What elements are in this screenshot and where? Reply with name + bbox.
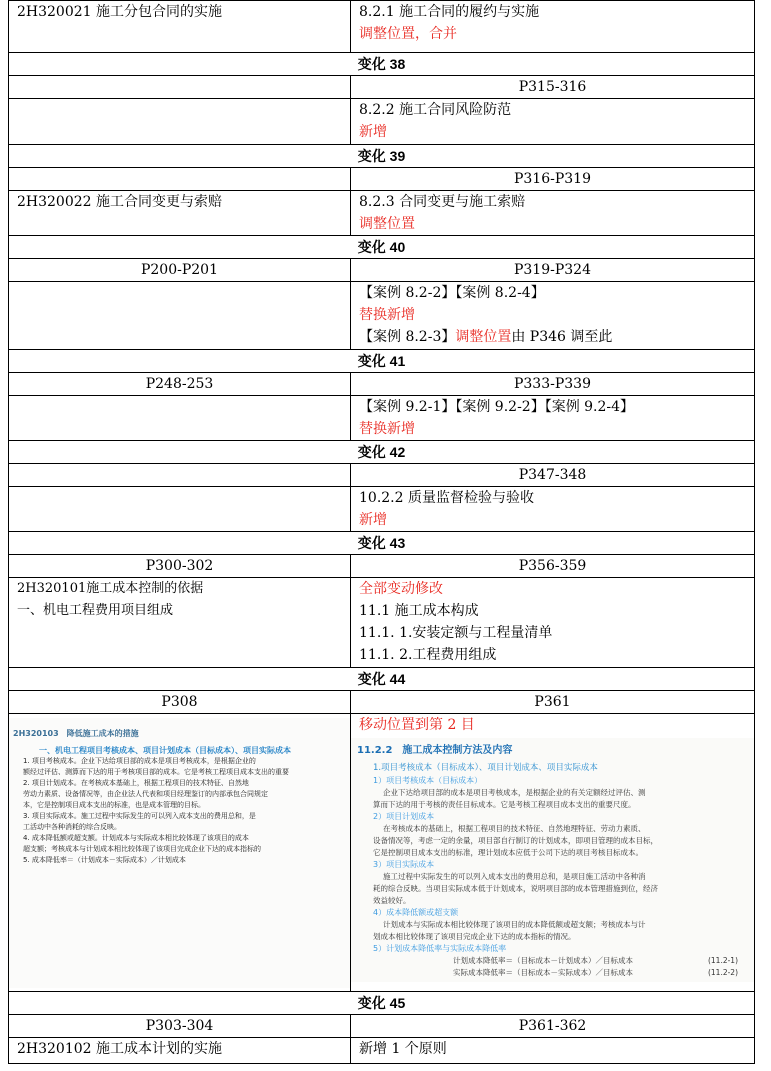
table-cell (351, 487, 755, 532)
new-page-cell: P319-P324 (351, 259, 755, 282)
table-cell (351, 191, 755, 236)
table-cell (9, 396, 351, 441)
formula-text: 计划成本降低率＝（目标成本－计划成本）／目标成本 (453, 956, 633, 965)
scan-line: 在考核成本的基础上，根据工程项目的技术特征、自然地理特征、劳动力素质、 (383, 824, 646, 833)
table-cell (9, 282, 351, 350)
old-section-title: 2H320021 施工分包合同的实施 (17, 4, 223, 20)
change-header: 变化 41 (9, 350, 755, 373)
page-row (9, 555, 755, 578)
new-page-cell: P356-359 (351, 555, 755, 578)
scan-heading: 一、机电工程项目考核成本、项目计划成本（目标成本）、项目实际成本 (39, 746, 291, 755)
scan-line: 额经过评估、测算而下达的用于考核项目部的成本。它是考核工程项目成本支出的重要 (23, 768, 289, 776)
old-page-cell: P300-302 (9, 555, 351, 578)
change-header: 变化 42 (9, 441, 755, 464)
change-note: 调整位置，合并 (359, 26, 457, 42)
new-section-title: 11.1 施工成本构成 (359, 603, 479, 619)
table-cell (351, 282, 755, 350)
change-header-row (9, 350, 755, 373)
formula-number: (11.2-1) (707, 956, 738, 965)
old-book-scan (9, 718, 350, 988)
case-label: 【案例 8.2-3】 (359, 329, 456, 345)
scan-line: 本，它是控制项目成本支出的标准，也是成本管理的目标。 (23, 801, 205, 809)
scan-subheading: 5）计划成本降低率与实际成本降低率 (373, 944, 507, 953)
page-row (9, 691, 755, 714)
scan-subheading: 4）成本降低额或超支额 (373, 908, 459, 917)
change-note: 新增 (359, 512, 387, 528)
change-header: 变化 43 (9, 532, 755, 555)
new-page-cell: P316-P319 (351, 168, 755, 191)
change-header-row (9, 236, 755, 259)
old-page-cell (9, 76, 351, 99)
table-row (9, 1038, 755, 1064)
new-page-cell: P315-316 (351, 76, 755, 99)
change-header-row (9, 53, 755, 76)
new-section-title: 8.2.3 合同变更与施工索赔 (359, 194, 526, 210)
change-note: 调整位置 (359, 216, 415, 232)
change-description: 新增 1 个原则 (359, 1041, 447, 1057)
old-page-cell: P200-P201 (9, 259, 351, 282)
new-section-title: 10.2.2 质量监督检验与验收 (359, 490, 534, 506)
old-section-title: 2H320102 施工成本计划的实施 (17, 1041, 223, 1057)
scan-line: 计划成本与实际成本相比较体现了该项目的成本降低额或超支额；考核成本与计 (383, 920, 646, 929)
change-header-row (9, 668, 755, 691)
new-page-cell: P361-362 (351, 1015, 755, 1038)
old-page-cell: P308 (9, 691, 351, 714)
page-row (9, 76, 755, 99)
new-page-cell: P347-348 (351, 464, 755, 487)
change-note: 替换新增 (359, 421, 415, 437)
scan-section-code: 2H320103 降低施工成本的措施 (13, 729, 139, 738)
page-row (9, 464, 755, 487)
scan-line: 5. 成本降低率＝（计划成本－实际成本）／计划成本 (23, 856, 186, 864)
table-cell (9, 1038, 351, 1064)
old-subsection-title: 一、机电工程费用项目组成 (17, 603, 174, 618)
table-cell (9, 1, 351, 53)
page-row (9, 168, 755, 191)
scan-line: 超支额；考核成本与计划成本相比较体现了该项目完成企业下达的成本指标的 (23, 845, 261, 853)
old-page-cell: P303-304 (9, 1015, 351, 1038)
table-cell (351, 99, 755, 145)
scan-line: 划成本相比较体现了该项目完成企业下达的成本指标的情况。 (373, 932, 576, 941)
change-header: 变化 38 (9, 53, 755, 76)
case-move-line (359, 326, 746, 348)
scan-paragraph (13, 756, 346, 866)
scan-line: 2. 项目计划成本。在考核成本基础上，根据工程项目的技术特征、自然地 (23, 779, 249, 787)
scan-title: 11.2.2 施工成本控制方法及内容 (357, 745, 513, 756)
change-note: 全部变动修改 (359, 581, 443, 597)
table-row (9, 396, 755, 441)
table-cell (9, 99, 351, 145)
change-header-row (9, 992, 755, 1015)
change-note: 替换新增 (359, 307, 415, 323)
page-row (9, 259, 755, 282)
scan-subheading: 1）项目考核成本（目标成本） (373, 776, 483, 785)
change-note: 调整位置 (455, 329, 512, 345)
scan-heading: 1.项目考核成本（目标成本）、项目计划成本、项目实际成本 (373, 763, 598, 773)
table-row (9, 487, 755, 532)
table-cell (9, 578, 351, 668)
change-header-row (9, 145, 755, 168)
table-cell (351, 396, 755, 441)
old-page-cell: P248-253 (9, 373, 351, 396)
new-page-cell: P333-P339 (351, 373, 755, 396)
scan-formula (357, 967, 748, 979)
scan-line: 效益较好。 (373, 896, 411, 905)
new-subsection-title: 11.1. 2.工程费用组成 (359, 647, 497, 663)
new-page-cell: P361 (351, 691, 755, 714)
change-note: 移动位置到第 2 目 (359, 717, 475, 733)
scan-line: 企业下达给项目部的成本是项目考核成本，是根据企业的有关定额经过评估、测 (383, 788, 646, 797)
new-section-title: 8.2.2 施工合同风险防范 (359, 102, 512, 118)
table-row (9, 99, 755, 145)
table-cell (351, 1038, 755, 1064)
table-row (9, 191, 755, 236)
scan-line: 劳动力素质、设备情况等，由企业法人代表和项目经理鉴订的内部承包合同规定 (23, 790, 268, 798)
scan-line: 它是控制项目成本支出的标准，理计划成本应低于公司下达的项目考核目标成本。 (373, 848, 643, 857)
scan-subheading: 3）项目实际成本 (373, 860, 435, 869)
formula-number: (11.2-2) (707, 968, 738, 977)
scan-line: 3. 项目实际成本。施工过程中实际发生的可以列入成本支出的费用总和，是 (23, 812, 256, 820)
table-cell (351, 578, 755, 668)
scan-line: 设备情况等，考虑一定的余量，项目部自行制订的计划成本，即项目管理的成本目标， (373, 836, 658, 845)
new-subsection-title: 11.1. 1.安装定额与工程量清单 (359, 625, 553, 641)
table-row (9, 1, 755, 53)
scan-line: 1. 项目考核成本。企业下达给项目部的成本是项目考核成本，是根据企业的 (23, 757, 256, 765)
page-row (9, 1015, 755, 1038)
change-header: 变化 44 (9, 668, 755, 691)
change-header: 变化 39 (9, 145, 755, 168)
scan-line: 工活动中各种消耗的综合反映。 (23, 823, 121, 831)
old-section-title: 2H320101施工成本控制的依据 (17, 581, 204, 596)
table-cell (351, 714, 755, 992)
scan-formula (357, 955, 748, 967)
comparison-table (8, 0, 755, 1064)
scan-line: 施工过程中实际发生的可以列入成本支出的费用总和，是项目施工活动中各种消 (383, 872, 646, 881)
case-move-text: 由 P346 调至此 (511, 329, 613, 345)
table-row (9, 282, 755, 350)
change-header-row (9, 532, 755, 555)
old-page-cell (9, 464, 351, 487)
case-list: 【案例 8.2-2】【案例 8.2-4】 (359, 285, 545, 301)
table-row (9, 578, 755, 668)
new-book-scan (351, 738, 754, 982)
old-page-cell (9, 168, 351, 191)
table-cell (9, 714, 351, 992)
scan-line: 算而下达的用于考核的责任目标成本。它是考核工程项目成本支出的重要尺度。 (373, 800, 636, 809)
case-list: 【案例 9.2-1】【案例 9.2-2】【案例 9.2-4】 (359, 399, 635, 415)
change-header: 变化 40 (9, 236, 755, 259)
change-header-row (9, 441, 755, 464)
table-cell (351, 1, 755, 53)
scan-line: 耗的综合反映。当项目实际成本低于计划成本，说明项目部的成本管理措施到位，经济 (373, 884, 658, 893)
formula-text: 实际成本降低率＝（目标成本－实际成本）／目标成本 (453, 968, 633, 977)
change-note: 新增 (359, 124, 387, 140)
old-section-title: 2H320022 施工合同变更与索赔 (17, 194, 223, 210)
new-section-title: 8.2.1 施工合同的履约与实施 (359, 4, 540, 20)
table-cell (9, 191, 351, 236)
table-row (9, 714, 755, 992)
page-row (9, 373, 755, 396)
scan-line: 4. 成本降低额或超支额。计划成本与实际成本相比较体现了该项目的成本 (23, 834, 249, 842)
scan-subheading: 2）项目计划成本 (373, 812, 435, 821)
table-cell (9, 487, 351, 532)
change-header: 变化 45 (9, 992, 755, 1015)
